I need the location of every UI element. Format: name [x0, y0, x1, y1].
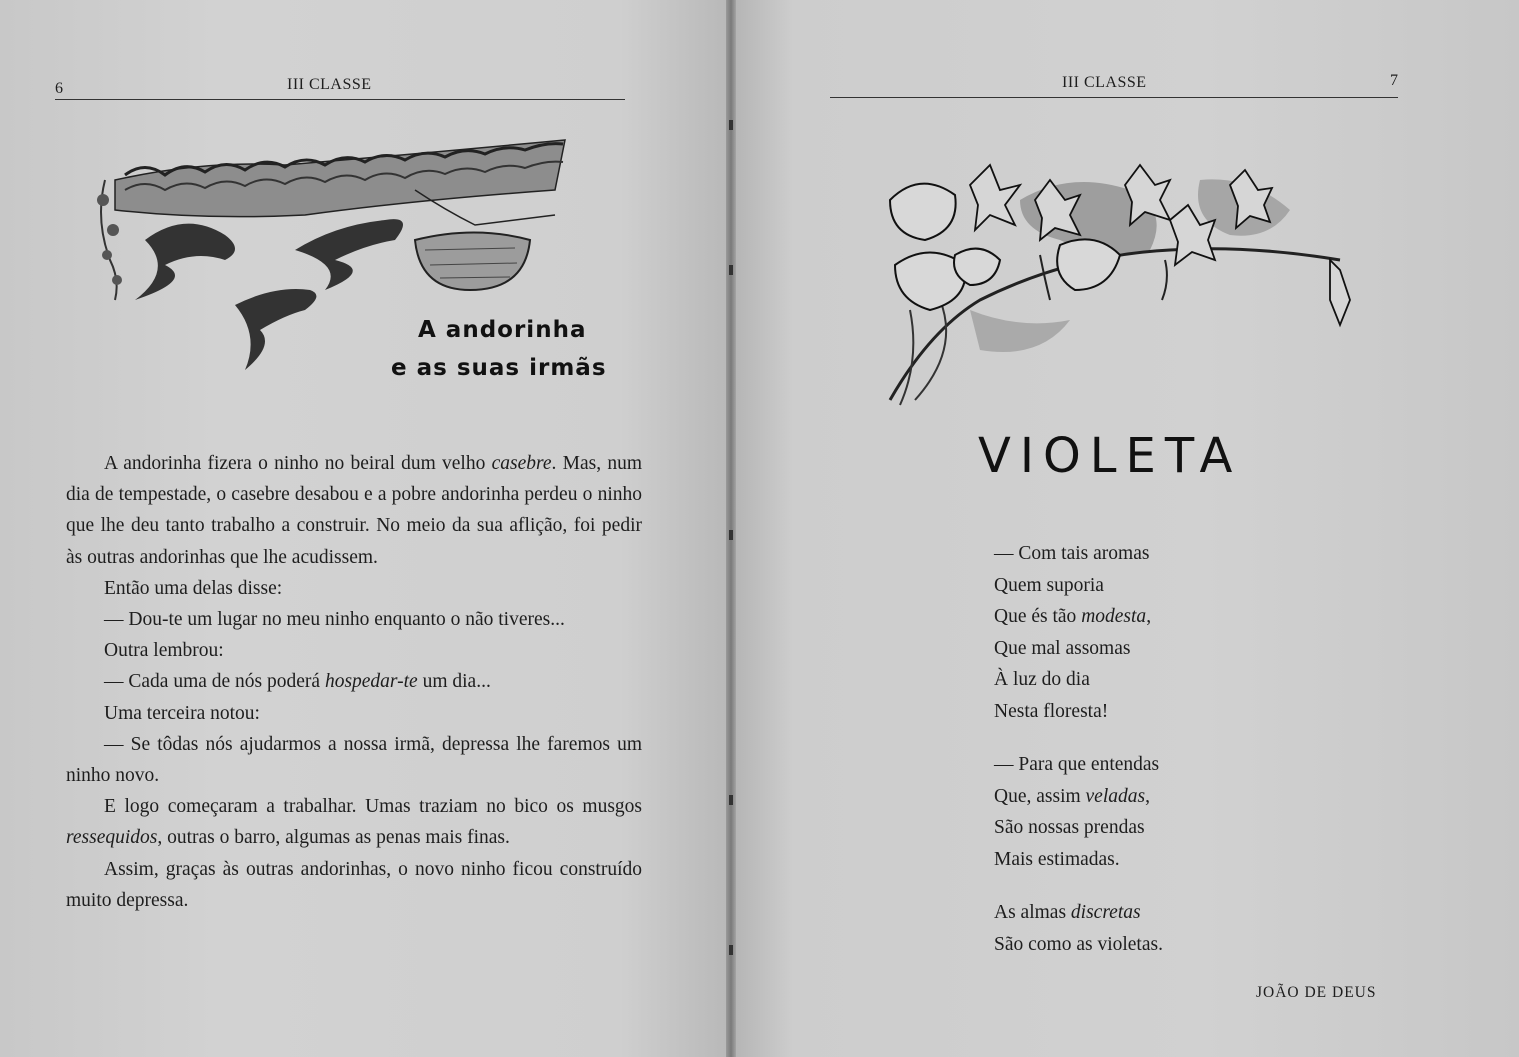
story-text: E logo começaram a trabalhar. Umas traziam no bico os musgos: [104, 796, 642, 818]
poem-line: Que mal assomas: [994, 637, 1131, 659]
poem-line: — Com tais aromas: [994, 543, 1150, 564]
story-paragraph: Então uma delas disse:: [104, 577, 283, 599]
header-rule-right: [830, 97, 1398, 98]
poem-text-italic: veladas: [1085, 785, 1146, 807]
poem-text: Que, assim: [994, 785, 1086, 807]
story-body: [66, 448, 642, 916]
story-text-italic: hospedar-te: [324, 671, 418, 693]
poem-line: São como as violetas.: [994, 933, 1163, 955]
header-rule-left: [55, 99, 625, 100]
poem-line: [994, 601, 1151, 633]
poem-stanza-2: [994, 749, 1159, 875]
running-header-right: III CLASSE: [1062, 74, 1147, 91]
poem-line: [994, 781, 1159, 813]
story-title-line2: e as suas irmãs: [391, 355, 607, 381]
poem-line: À luz do dia: [994, 669, 1090, 690]
binding-stitch: [729, 265, 733, 275]
story-paragraph: Assim, graças às outras andorinhas, o novo ninho ficou construído muito depressa.: [66, 858, 642, 911]
poem-text: ,: [1145, 785, 1150, 807]
story-dialogue: — Dou-te um lugar no meu ninho enquanto o não tiveres...: [104, 609, 565, 631]
poem-line: São nossas prendas: [994, 817, 1145, 838]
binding-stitch: [729, 795, 733, 805]
poem-line: [994, 897, 1163, 929]
story-text: — Cada uma de nós poderá: [104, 671, 325, 693]
story-paragraph: [66, 448, 642, 573]
poem-line: Mais estimadas.: [994, 848, 1120, 870]
story-text: A andorinha fizera o ninho no beiral dum velho: [104, 453, 492, 474]
swallows-illustration: [85, 130, 585, 390]
poem-stanza-3: [994, 897, 1163, 960]
story-paragraph: [66, 791, 642, 853]
book-gutter: [726, 0, 736, 1057]
poem-line: Quem suporia: [994, 574, 1104, 596]
story-text-italic: casebre: [491, 453, 552, 474]
binding-stitch: [729, 120, 733, 130]
story-text: , outras o barro, algumas as penas mais finas.: [157, 827, 510, 849]
story-text: . Mas, num dia de tempestade, o casebre desabou e a pobre andorinha perdeu o ninho que lhe deu tanto trabalho a construir. No meio da sua aflição, foi pedir às outras andorinhas que lhe acudissem.: [66, 453, 643, 568]
running-header-left: III CLASSE: [287, 76, 372, 93]
story-dialogue: — Se tôdas nós ajudarmos a nossa irmã, depressa lhe faremos um ninho novo.: [66, 733, 642, 787]
story-paragraph: Outra lembrou:: [104, 640, 224, 662]
story-text-italic: ressequidos: [66, 827, 158, 849]
poem-stanza-1: [994, 538, 1151, 727]
poem-text: ,: [1146, 606, 1152, 627]
binding-stitch: [729, 945, 733, 955]
page-number-left: 6: [55, 80, 63, 97]
story-paragraph: Uma terceira notou:: [104, 702, 260, 724]
page-number-right: 7: [1390, 72, 1398, 89]
poem-author: JOÃO DE DEUS: [1256, 984, 1377, 1001]
poem-text-italic: modesta: [1081, 606, 1147, 627]
poem-line: — Para que entendas: [994, 754, 1160, 775]
poem-text-italic: discretas: [1070, 902, 1141, 923]
story-text: um dia...: [417, 671, 491, 693]
poem-text: Que és tão: [994, 606, 1082, 627]
story-title-line1: A andorinha: [418, 317, 587, 343]
violets-illustration: [870, 160, 1370, 410]
poem-title: VIOLETA: [978, 428, 1242, 484]
poem-line: Nesta floresta!: [994, 700, 1109, 722]
binding-stitch: [729, 530, 733, 540]
left-page: [0, 0, 730, 1057]
poem-text: As almas: [994, 902, 1071, 923]
story-dialogue: [66, 666, 642, 697]
